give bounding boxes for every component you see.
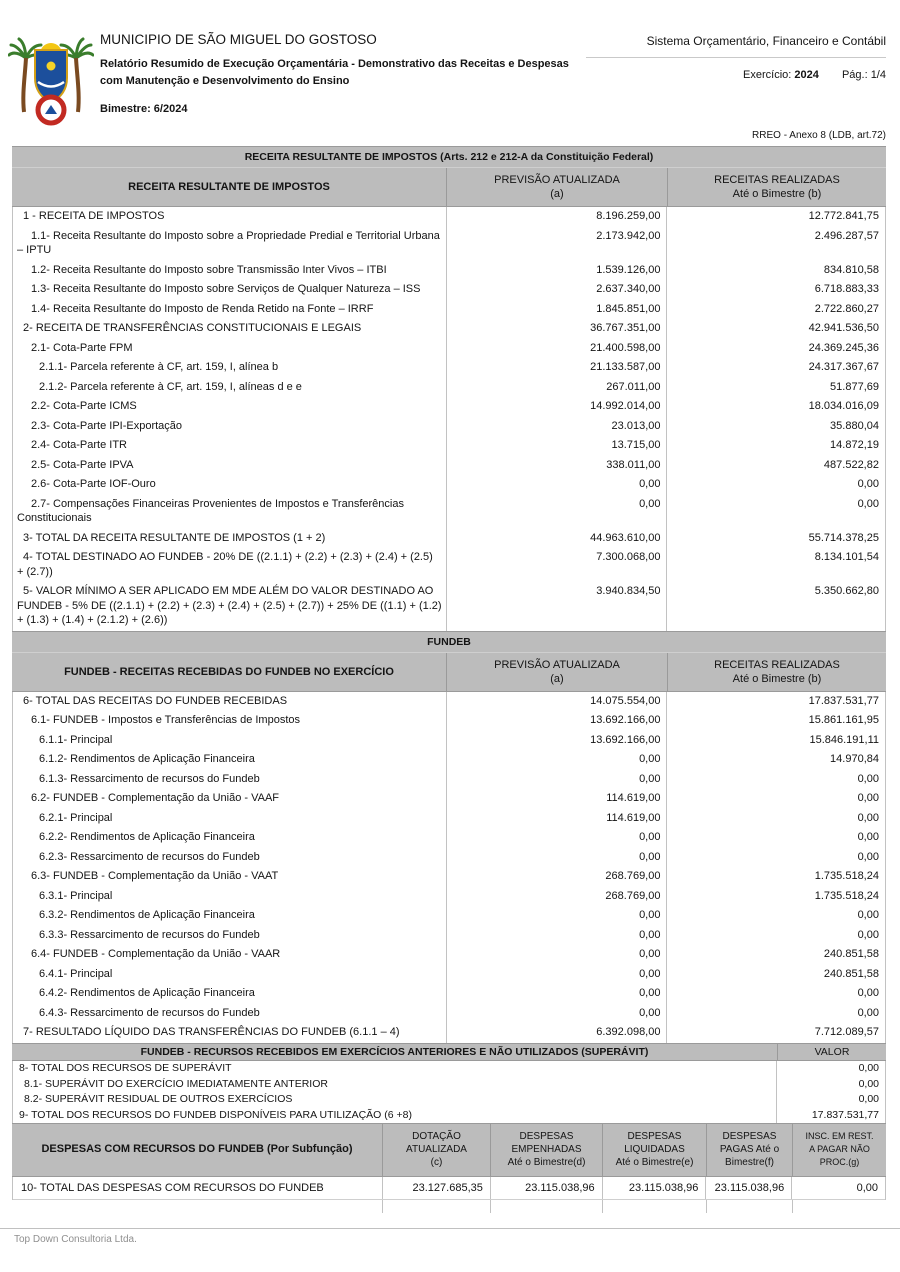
table-row (13, 711, 885, 731)
report-title-line2: com Manutenção e Desenvolvimento do Ensino (100, 75, 350, 88)
row-description: 2.2- Cota-Parte ICMS (31, 400, 137, 412)
exercise-label: Exercício: (743, 69, 792, 81)
row-description: 2.1.1- Parcela referente à CF, art. 159, I, alínea b (39, 361, 279, 373)
value-previsao: 267.011,00 (446, 378, 667, 398)
row-description: 8- TOTAL DOS RECURSOS DE SUPERÁVIT (19, 1062, 232, 1074)
row-description: 2.6- Cota-Parte IOF-Ouro (31, 478, 156, 490)
value-previsao: 13.692.166,00 (446, 731, 667, 751)
value-realizada: 0,00 (666, 926, 885, 946)
value-previsao: 23.013,00 (446, 417, 667, 437)
table-row (13, 456, 885, 476)
table-row (13, 582, 885, 631)
col-header-pagas: DESPESAS PAGAS Até o Bimestre(f) (706, 1124, 792, 1176)
table-row (13, 926, 885, 946)
col-header-previsao: PREVISÃO ATUALIZADA (a) (446, 168, 667, 206)
row-description: 1 - RECEITA DE IMPOSTOS (23, 210, 165, 222)
row-description: 9- TOTAL DOS RECURSOS DO FUNDEB DISPONÍVEIS PARA UTILIZAÇÃO (6 +8) (19, 1108, 412, 1121)
page-header (0, 0, 900, 126)
impostos-column-headers (12, 168, 886, 207)
value-valor: 17.837.531,77 (776, 1107, 885, 1123)
value-valor: 0,00 (776, 1061, 885, 1077)
table-row (13, 417, 885, 437)
value-realizada: 0,00 (666, 984, 885, 1004)
row-description: 6.3.1- Principal (39, 889, 113, 902)
value-realizada: 17.837.531,77 (666, 692, 885, 712)
row-description: 3- TOTAL DA RECEITA RESULTANTE DE IMPOSTOS (1 + 2) (23, 531, 326, 544)
superavit-band (12, 1043, 886, 1061)
value-valor: 0,00 (776, 1092, 885, 1108)
col-header-realizadas: RECEITAS REALIZADAS Até o Bimestre (b) (667, 168, 886, 206)
value-previsao: 1.845.851,00 (446, 300, 667, 320)
row-description: 6.3.2- Rendimentos de Aplicação Financeira (39, 909, 255, 921)
value-previsao: 268.769,00 (446, 867, 667, 887)
col-header-valor: VALOR (777, 1044, 886, 1060)
row-description: 6.2.1- Principal (39, 811, 113, 824)
value-realizada: 487.522,82 (666, 456, 885, 476)
table-row (13, 945, 885, 965)
fundeb-table (12, 631, 886, 1043)
row-description: 10- TOTAL DAS DESPESAS COM RECURSOS DO FUNDEB (21, 1181, 324, 1194)
table-row (13, 750, 885, 770)
value-realizada: 15.861.161,95 (666, 711, 885, 731)
row-description: 6.4.1- Principal (39, 967, 113, 980)
row-description: 6.3- FUNDEB - Complementação da União - VAAT (31, 870, 279, 882)
value-realizada: 6.718.883,33 (666, 280, 885, 300)
table-row (13, 436, 885, 456)
row-description: 6.2.3- Ressarcimento de recursos do Fundeb (39, 850, 260, 863)
row-description: 6.1- FUNDEB - Impostos e Transferências de Impostos (31, 714, 300, 726)
col-header-desc: FUNDEB - RECEITAS RECEBIDAS DO FUNDEB NO EXERCÍCIO (64, 665, 394, 678)
table-row (13, 495, 885, 529)
municipality-logo-icon (8, 26, 94, 126)
value-realizada: 240.851,58 (666, 965, 885, 985)
value-previsao: 7.300.068,00 (446, 548, 667, 582)
value-realizada: 24.369.245,36 (666, 339, 885, 359)
value-realizada: 18.034.016,09 (666, 397, 885, 417)
bimester-label: Bimestre: 6/2024 (100, 103, 188, 116)
row-description: 1.2- Receita Resultante do Imposto sobre Transmissão Inter Vivos – ITBI (31, 263, 387, 276)
table-row (13, 397, 885, 417)
col-header-empenhadas: DESPESAS EMPENHADAS Até o Bimestre(d) (490, 1124, 602, 1176)
table-row (13, 339, 885, 359)
value-previsao: 36.767.351,00 (446, 319, 667, 339)
value-realizada: 12.772.841,75 (666, 207, 885, 227)
row-description: 2.7- Compensações Financeiras Provenientes de Impostos e Transferências Constitucionais (17, 497, 404, 524)
header-right (586, 26, 886, 126)
value-realizada: 35.880,04 (666, 417, 885, 437)
value-dotacao: 23.127.685,35 (382, 1177, 490, 1200)
row-description: 8.2- SUPERÁVIT RESIDUAL DE OUTROS EXERCÍCIOS (24, 1093, 293, 1105)
impostos-band-title: RECEITA RESULTANTE DE IMPOSTOS (Arts. 212 e 212-A da Constituição Federal) (12, 146, 886, 168)
value-realizada: 2.722.860,27 (666, 300, 885, 320)
value-previsao: 0,00 (446, 770, 667, 790)
value-realizada: 15.846.191,11 (666, 731, 885, 751)
table-row (13, 848, 885, 868)
col-header-desc: DESPESAS COM RECURSOS DO FUNDEB (Por Subfunção) (41, 1143, 353, 1155)
table-row (13, 1177, 885, 1201)
value-liquidadas: 23.115.038,96 (602, 1177, 706, 1200)
impostos-table (12, 146, 886, 631)
row-description: 6.4- FUNDEB - Complementação da União - VAAR (31, 948, 281, 960)
table-row (13, 1004, 885, 1024)
value-realizada: 0,00 (666, 828, 885, 848)
value-realizada: 7.712.089,57 (666, 1023, 885, 1043)
row-description: 6.4.2- Rendimentos de Aplicação Financeira (39, 987, 255, 999)
value-realizada: 2.496.287,57 (666, 227, 885, 261)
value-previsao: 14.992.014,00 (446, 397, 667, 417)
fundeb-body (12, 692, 886, 1043)
value-realizada: 14.970,84 (666, 750, 885, 770)
col-header-liquidadas: DESPESAS LIQUIDADAS Até o Bimestre(e) (602, 1124, 706, 1176)
value-realizada: 0,00 (666, 906, 885, 926)
value-previsao: 0,00 (446, 750, 667, 770)
report-title (100, 56, 586, 90)
value-previsao: 0,00 (446, 495, 667, 529)
table-row (13, 789, 885, 809)
value-previsao: 0,00 (446, 1004, 667, 1024)
exercise-value: 2024 (794, 69, 819, 81)
value-previsao: 13.715,00 (446, 436, 667, 456)
footer (0, 1228, 900, 1245)
value-pagas: 23.115.038,96 (705, 1177, 791, 1200)
municipality-name: MUNICIPIO DE SÃO MIGUEL DO GOSTOSO (100, 32, 377, 47)
value-previsao: 44.963.610,00 (446, 529, 667, 549)
table-row (13, 809, 885, 829)
value-previsao: 0,00 (446, 926, 667, 946)
table-row (13, 529, 885, 549)
value-restos: 0,00 (791, 1177, 885, 1200)
exercise-page-line (586, 69, 886, 81)
table-row (13, 887, 885, 907)
value-realizada: 0,00 (666, 789, 885, 809)
table-row (13, 358, 885, 378)
value-empenhadas: 23.115.038,96 (490, 1177, 602, 1200)
value-previsao: 0,00 (446, 475, 667, 495)
value-realizada: 0,00 (666, 770, 885, 790)
col-header-desc: RECEITA RESULTANTE DE IMPOSTOS (128, 181, 330, 193)
value-previsao: 14.075.554,00 (446, 692, 667, 712)
value-previsao: 0,00 (446, 965, 667, 985)
value-previsao: 3.940.834,50 (446, 582, 667, 631)
col-header-realizadas: RECEITAS REALIZADAS Até o Bimestre (b) (667, 653, 886, 691)
table-row (13, 207, 885, 227)
row-description: 6.1.3- Ressarcimento de recursos do Fundeb (39, 772, 260, 785)
value-previsao: 0,00 (446, 848, 667, 868)
table-row (13, 227, 885, 261)
value-realizada: 0,00 (666, 495, 885, 529)
table-continuation-stub (12, 1200, 886, 1213)
system-name: Sistema Orçamentário, Financeiro e Contábil (586, 34, 886, 58)
superavit-body (12, 1061, 886, 1123)
row-description: 6.1.2- Rendimentos de Aplicação Financeira (39, 753, 255, 765)
row-description: 6.2- FUNDEB - Complementação da União - VAAF (31, 792, 279, 804)
row-description: 6.4.3- Ressarcimento de recursos do Fundeb (39, 1006, 260, 1019)
table-row (13, 1023, 885, 1043)
value-previsao: 2.173.942,00 (446, 227, 667, 261)
superavit-band-title: FUNDEB - RECURSOS RECEBIDOS EM EXERCÍCIOS ANTERIORES E NÃO UTILIZADOS (SUPERÁVIT) (140, 1045, 649, 1058)
despesas-body (12, 1177, 886, 1201)
table-row (13, 867, 885, 887)
despesas-table (12, 1123, 886, 1214)
table-row (13, 319, 885, 339)
table-row (13, 261, 885, 281)
annex-reference: RREO - Anexo 8 (LDB, art.72) (752, 130, 886, 141)
row-description: 7- RESULTADO LÍQUIDO DAS TRANSFERÊNCIAS DO FUNDEB (6.1.1 – 4) (23, 1026, 400, 1038)
value-realizada: 8.134.101,54 (666, 548, 885, 582)
row-description: 1.1- Receita Resultante do Imposto sobre a Propriedade Predial e Territorial Urbana – IPTU (17, 229, 440, 256)
value-realizada: 24.317.367,67 (666, 358, 885, 378)
superavit-table (12, 1043, 886, 1123)
table-row (13, 731, 885, 751)
table-row (13, 548, 885, 582)
value-realizada: 1.735.518,24 (666, 867, 885, 887)
value-previsao: 0,00 (446, 828, 667, 848)
value-previsao: 13.692.166,00 (446, 711, 667, 731)
value-realizada: 0,00 (666, 1004, 885, 1024)
row-description: 6.3.3- Ressarcimento de recursos do Fundeb (39, 928, 260, 941)
col-header-previsao: PREVISÃO ATUALIZADA (a) (446, 653, 667, 691)
value-previsao: 114.619,00 (446, 789, 667, 809)
value-valor: 0,00 (776, 1076, 885, 1092)
vendor-name: Top Down Consultoria Ltda. (14, 1234, 137, 1245)
value-previsao: 21.133.587,00 (446, 358, 667, 378)
row-description: 6.1.1- Principal (39, 733, 113, 746)
table-row (13, 984, 885, 1004)
value-realizada: 240.851,58 (666, 945, 885, 965)
row-description: 5- VALOR MÍNIMO A SER APLICADO EM MDE ALÉM DO VALOR DESTINADO AO FUNDEB - 5% DE ((2.1.1) + (2.2) + (2.3) + (2.4) + (2.5) + (2.7)) + 25% DE ((1.1) + (1.2) + (1.3) + (1.4) + (2.1.2) + (2.6)) (17, 585, 442, 626)
value-previsao: 1.539.126,00 (446, 261, 667, 281)
row-description: 6.2.2- Rendimentos de Aplicação Financeira (39, 831, 255, 843)
row-description: 2- RECEITA DE TRANSFERÊNCIAS CONSTITUCIONAIS E LEGAIS (23, 322, 362, 334)
table-row (13, 280, 885, 300)
row-description: 1.3- Receita Resultante do Imposto sobre Serviços de Qualquer Natureza – ISS (31, 283, 421, 295)
value-realizada: 834.810,58 (666, 261, 885, 281)
value-previsao: 6.392.098,00 (446, 1023, 667, 1043)
value-previsao: 8.196.259,00 (446, 207, 667, 227)
table-row (13, 1076, 885, 1092)
value-realizada: 0,00 (666, 848, 885, 868)
table-row (13, 906, 885, 926)
value-previsao: 0,00 (446, 906, 667, 926)
col-header-dotacao: DOTAÇÃO ATUALIZADA (c) (382, 1124, 490, 1176)
value-realizada: 1.735.518,24 (666, 887, 885, 907)
despesas-column-headers (12, 1123, 886, 1177)
fundeb-column-headers (12, 653, 886, 692)
impostos-body (12, 207, 886, 631)
table-row (13, 378, 885, 398)
table-row (13, 1092, 885, 1108)
table-row (13, 770, 885, 790)
value-realizada: 5.350.662,80 (666, 582, 885, 631)
report-title-line1: Relatório Resumido de Execução Orçamentária - Demonstrativo das Receitas e Despesas (100, 58, 569, 70)
value-realizada: 42.941.536,50 (666, 319, 885, 339)
table-row (13, 475, 885, 495)
col-header-restos: INSC. EM REST. A PAGAR NÃO PROC.(g) (792, 1124, 886, 1176)
value-previsao: 2.637.340,00 (446, 280, 667, 300)
value-previsao: 21.400.598,00 (446, 339, 667, 359)
value-previsao: 0,00 (446, 945, 667, 965)
table-row (13, 965, 885, 985)
table-row (13, 692, 885, 712)
value-previsao: 114.619,00 (446, 809, 667, 829)
fundeb-band-title: FUNDEB (12, 631, 886, 653)
header-left (100, 26, 586, 126)
value-realizada: 14.872,19 (666, 436, 885, 456)
row-description: 8.1- SUPERÁVIT DO EXERCÍCIO IMEDIATAMENTE ANTERIOR (24, 1077, 328, 1090)
row-description: 1.4- Receita Resultante do Imposto de Renda Retido na Fonte – IRRF (31, 302, 374, 315)
table-row (13, 828, 885, 848)
row-description: 6- TOTAL DAS RECEITAS DO FUNDEB RECEBIDAS (23, 694, 288, 707)
value-previsao: 268.769,00 (446, 887, 667, 907)
value-realizada: 51.877,69 (666, 378, 885, 398)
table-row (13, 1061, 885, 1077)
row-description: 2.3- Cota-Parte IPI-Exportação (31, 419, 183, 432)
page-number: Pág.: 1/4 (841, 69, 886, 81)
table-row (13, 300, 885, 320)
row-description: 2.1- Cota-Parte FPM (31, 341, 133, 354)
row-description: 2.1.2- Parcela referente à CF, art. 159, I, alíneas d e e (39, 380, 302, 393)
value-previsao: 0,00 (446, 984, 667, 1004)
value-previsao: 338.011,00 (446, 456, 667, 476)
row-description: 4- TOTAL DESTINADO AO FUNDEB - 20% DE ((2.1.1) + (2.2) + (2.3) + (2.4) + (2.5) + (2.7)) (17, 551, 433, 578)
value-realizada: 0,00 (666, 475, 885, 495)
row-description: 2.5- Cota-Parte IPVA (31, 458, 134, 471)
value-realizada: 55.714.378,25 (666, 529, 885, 549)
row-description: 2.4- Cota-Parte ITR (31, 439, 127, 451)
table-row (13, 1107, 885, 1123)
value-realizada: 0,00 (666, 809, 885, 829)
